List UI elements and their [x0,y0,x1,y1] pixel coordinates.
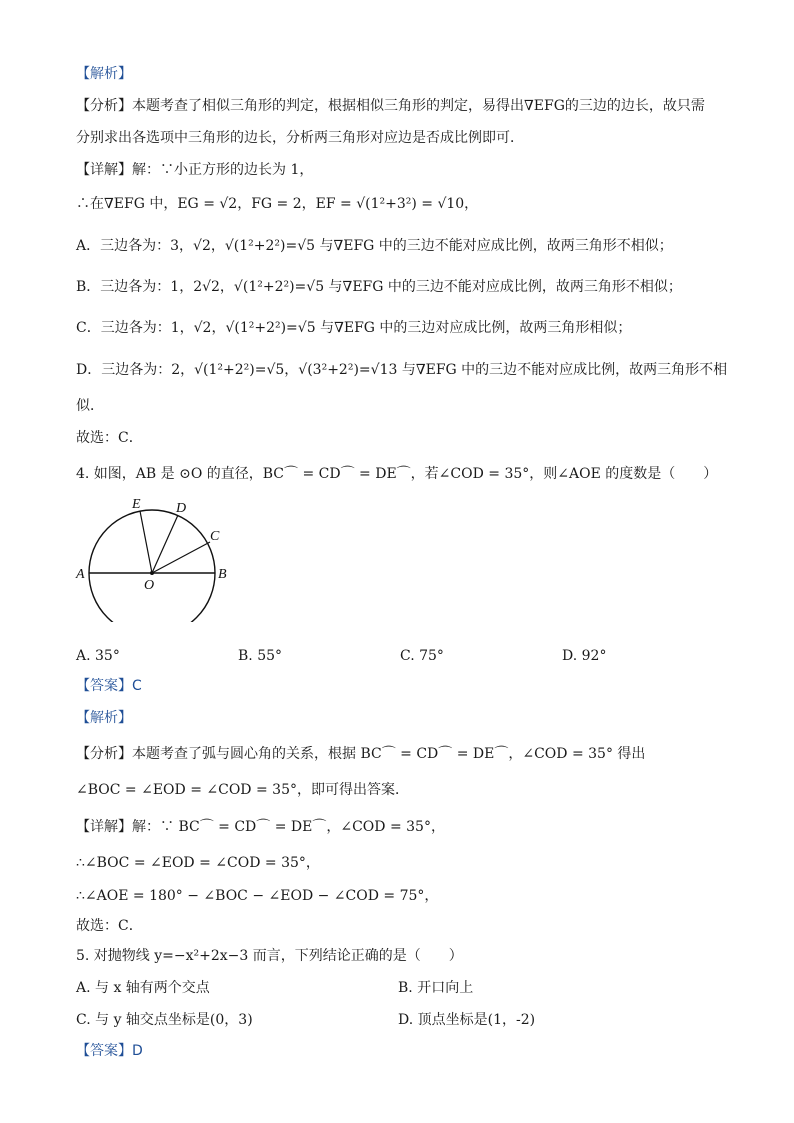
option-c-explanation: C．三边各为：1，√2，√(1²+2²)=√5 与∇EFG 中的三边对应成比例，故两三角形相似； [76,320,632,336]
circle-o [89,510,215,622]
q4-analysis-line-2: ∠BOC = ∠EOD = ∠COD = 35°，即可得出答案． [76,782,409,798]
answer-heading-5: 【答案】D [76,1043,143,1059]
label-e: E [132,497,141,512]
choice-line-1: 故选：C． [76,430,143,446]
q5-option-c: C. 与 y 轴交点坐标是(0，3) [76,1012,253,1028]
jiexi-heading-1: 【解析】 [76,66,132,82]
detail-line-1: 【详解】解：∵小正方形的边长为 1， [76,162,314,178]
circle-figure [70,492,240,622]
label-b: B [218,567,227,582]
q5-option-a: A. 与 x 轴有两个交点 [76,980,210,996]
radius-od [152,515,178,573]
q5-option-d: D. 顶点坐标是(1，-2) [398,1012,536,1028]
q4-option-b: B. 55° [238,648,283,664]
question-4-stem: 4. 如图，AB 是 ⊙O 的直径，BC⌒ = CD⌒ = DE⌒，若∠COD = 35°，则∠AOE 的度数是（ ） [76,466,718,482]
q4-detail-line-3: ∴∠AOE = 180° − ∠BOC − ∠EOD − ∠COD = 75°， [76,888,439,904]
q4-detail-line-2: ∴∠BOC = ∠EOD = ∠COD = 35°， [76,855,320,871]
option-d-explanation: D．三边各为：2，√(1²+2²)=√5，√(3²+2²)=√13 与∇EFG 中的三边不能对应成比例，故两三角形不相 [76,362,728,378]
option-d-explanation-cont: 似． [76,398,104,414]
q4-detail-line-1: 【详解】解：∵ BC⌒ = CD⌒ = DE⌒，∠COD = 35°， [76,819,445,835]
option-a-explanation: A．三边各为：3，√2，√(1²+2²)=√5 与∇EFG 中的三边不能对应成比例，故两三角形不相似； [76,238,673,254]
detail-line-2: ∴在∇EFG 中，EG = √2，FG = 2，EF = √(1²+3²) = √10， [76,196,479,212]
answer-heading-4: 【答案】C [76,678,142,694]
label-o: O [144,578,155,593]
q4-option-c: C. 75° [400,648,444,664]
q4-analysis-line-1: 【分析】本题考查了弧与圆心角的关系，根据 BC⌒ = CD⌒ = DE⌒，∠COD = 35° 得出 [76,746,646,762]
q4-option-d: D. 92° [562,648,607,664]
label-a: A [76,567,85,582]
q5-option-b: B. 开口向上 [398,980,474,996]
q4-choice: 故选：C． [76,918,143,934]
label-d: D [176,501,187,516]
question-5-stem: 5. 对抛物线 y=−x²+2x−3 而言，下列结论正确的是（ ） [76,948,463,964]
radius-oc [152,542,210,573]
analysis-line-2: 分别求出各选项中三角形的边长，分析两三角形对应边是否成比例即可． [76,130,524,146]
jiexi-heading-2: 【解析】 [76,710,132,726]
radius-oe [140,511,152,573]
label-c: C [210,529,220,544]
q4-option-a: A. 35° [76,648,120,664]
analysis-line-1: 【分析】本题考查了相似三角形的判定，根据相似三角形的判定，易得出∇EFG的三边的边长，故只需 [76,98,705,114]
option-b-explanation: B．三边各为：1，2√2，√(1²+2²)=√5 与∇EFG 中的三边不能对应成比例，故两三角形不相似； [76,279,682,295]
center-point [150,571,154,575]
